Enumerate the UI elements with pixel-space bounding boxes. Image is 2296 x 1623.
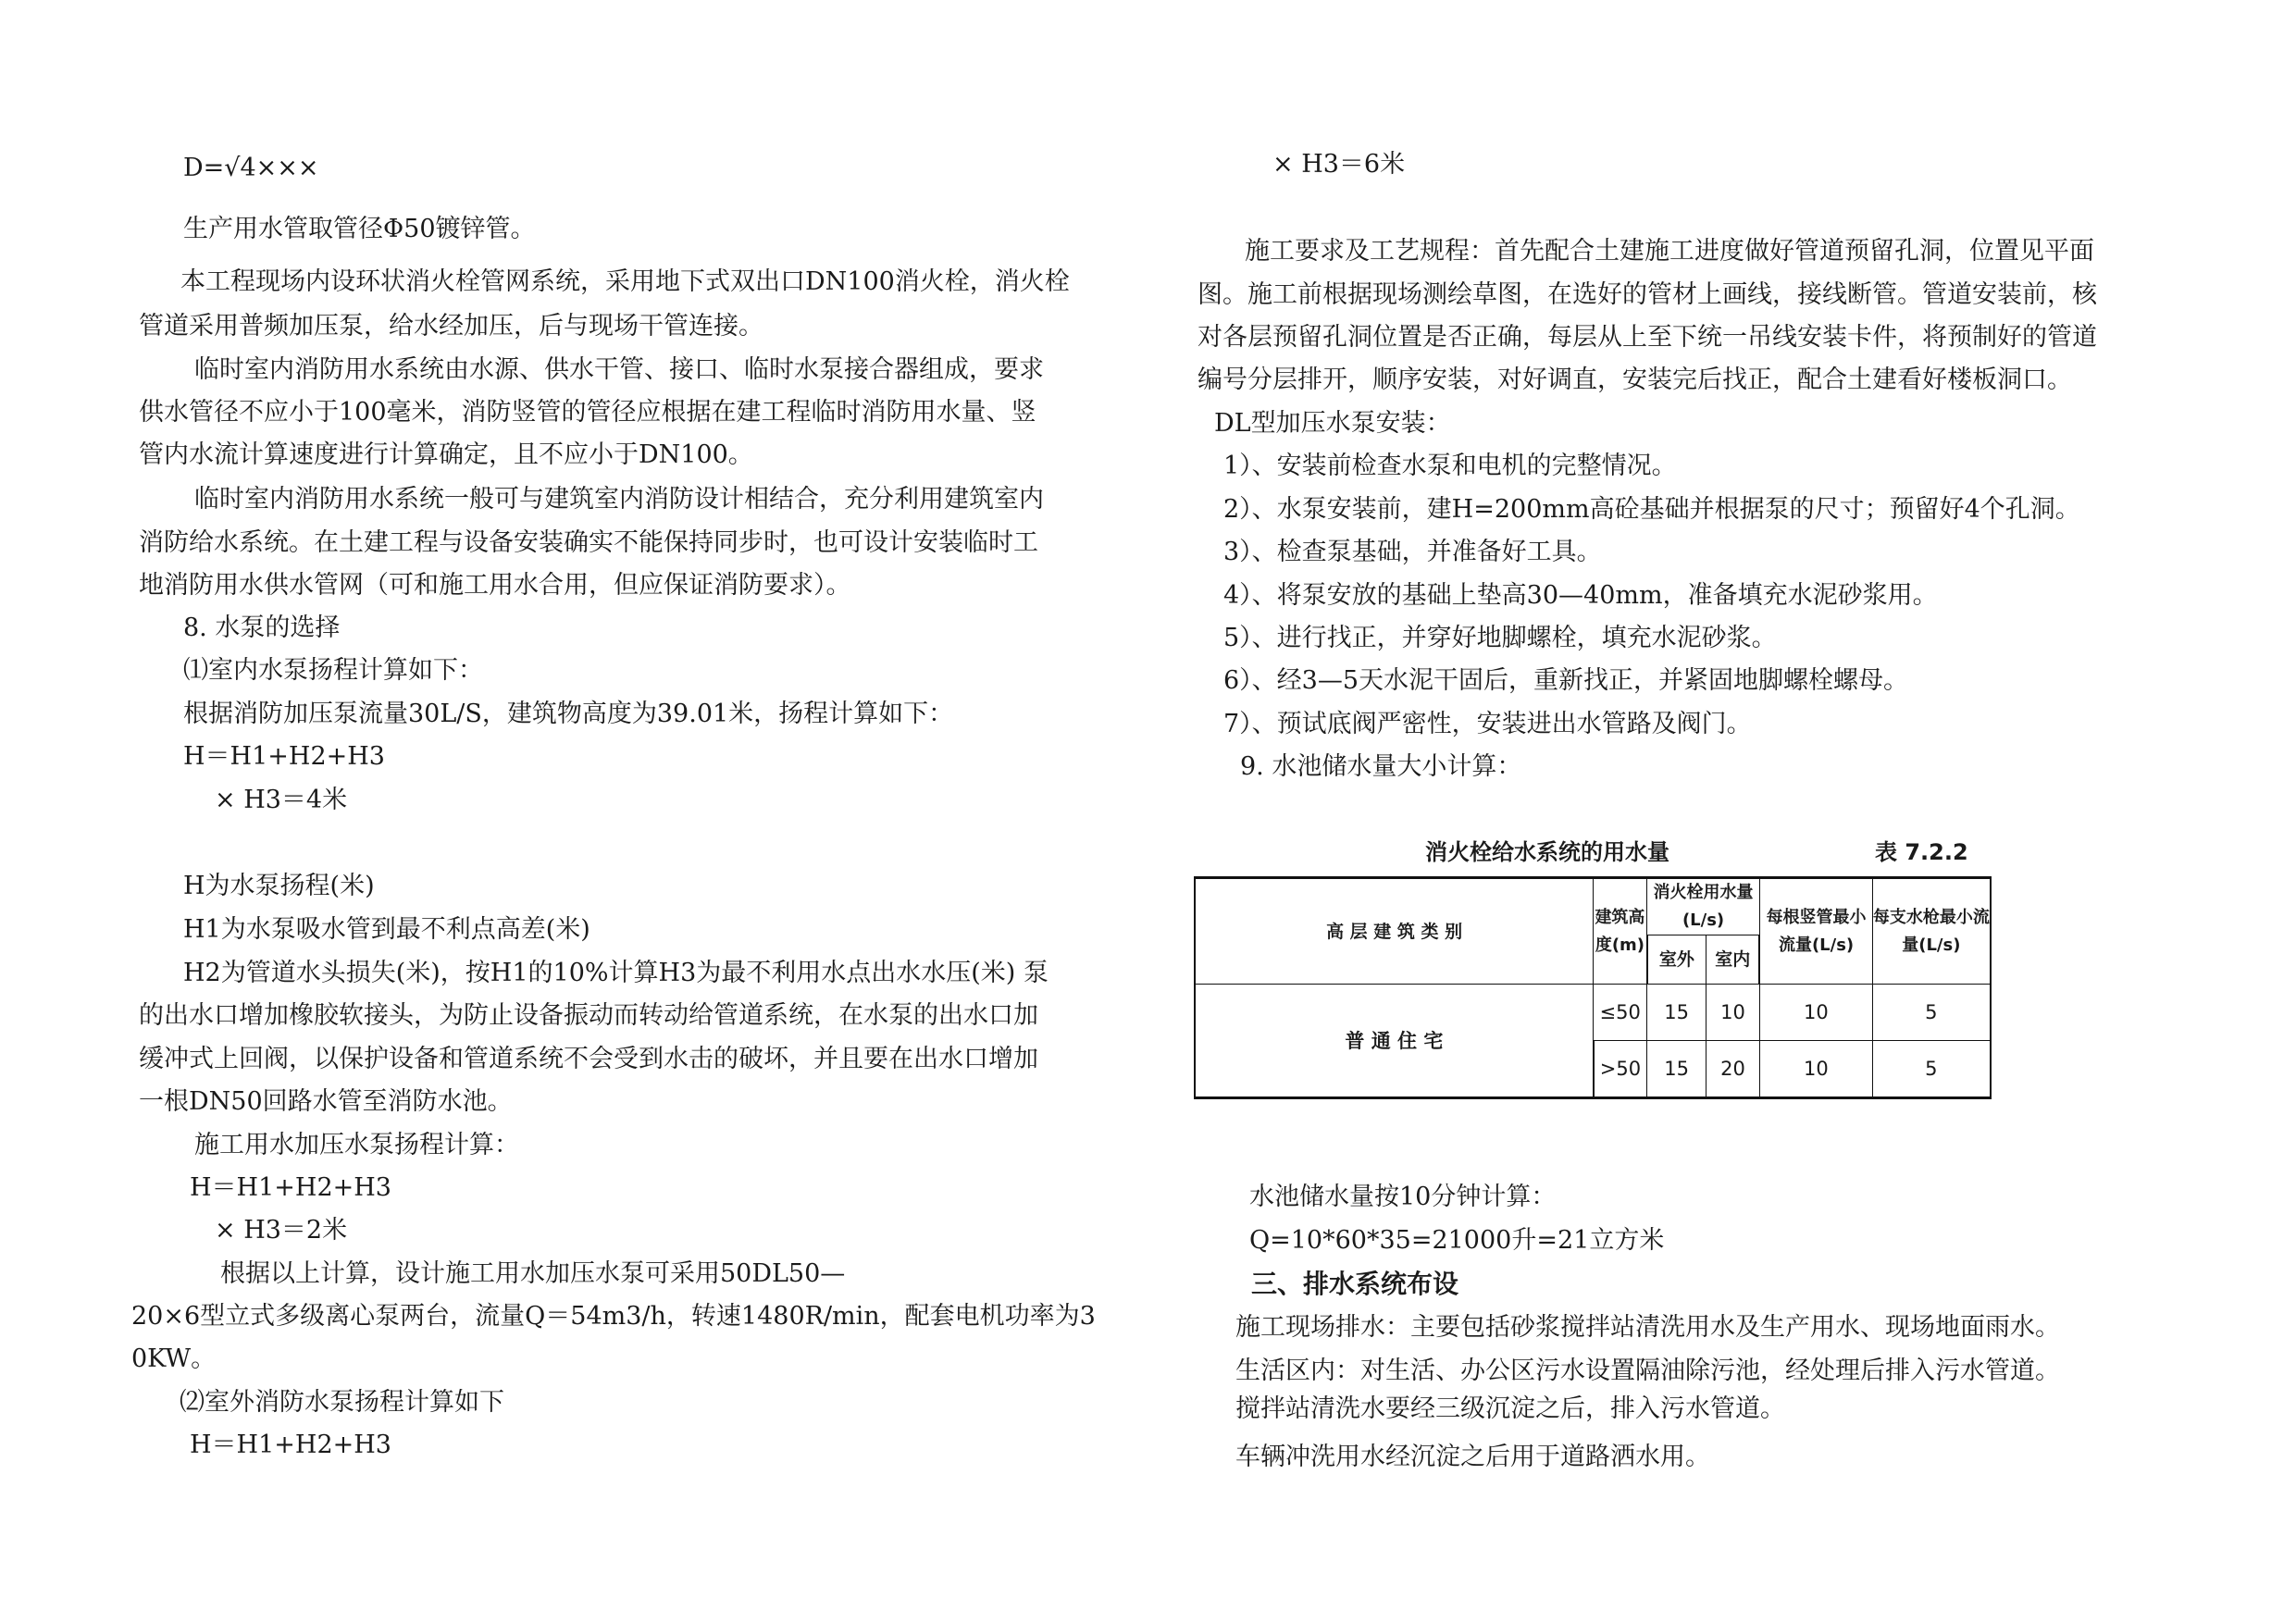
cell-indoor: 10 bbox=[1706, 985, 1760, 1041]
text-line: 图。施工前根据现场测绘草图，在选好的管材上画线，接线断管。管道安装前，核 bbox=[1198, 280, 2097, 309]
formula-h3: × H3＝2米 bbox=[215, 1216, 348, 1245]
list-item: 1）、安装前检查水泵和电机的完整情况。 bbox=[1223, 452, 1677, 480]
header-riser: 每根竖管最小流量(L/s) bbox=[1759, 878, 1872, 985]
header-indoor: 室内 bbox=[1706, 935, 1760, 985]
text-line: 施工要求及工艺规程：首先配合土建施工进度做好管道预留孔洞，位置见平面 bbox=[1245, 237, 2094, 266]
text-line: 管内水流计算速度进行计算确定，且不应小于DN100。 bbox=[139, 440, 753, 469]
text-line: ⑴室内水泵扬程计算如下： bbox=[183, 656, 483, 685]
table-number: 表 7.2.2 bbox=[1875, 839, 1968, 865]
list-item: 2）、水泵安装前，建H=200mm高砼基础并根据泵的尺寸；预留好4个孔洞。 bbox=[1223, 495, 2080, 524]
formula-h: H＝H1+H2+H3 bbox=[190, 1173, 391, 1202]
table-row bbox=[1195, 985, 1991, 1041]
text-line: 编号分层排开，顺序安装，对好调直，安装完后找正，配合土建看好楼板洞口。 bbox=[1198, 365, 2072, 394]
text-line: H为水泵扬程(米) bbox=[183, 872, 375, 900]
formula-h: H＝H1+H2+H3 bbox=[190, 1431, 391, 1459]
text-line: DL型加压水泵安装： bbox=[1214, 409, 1451, 438]
cell-indoor: 20 bbox=[1706, 1041, 1760, 1098]
text-line: 搅拌站清洗水要经三级沉淀之后，排入污水管道。 bbox=[1235, 1394, 1785, 1423]
list-item: 5）、进行找正，并穿好地脚螺栓，填充水泥砂浆。 bbox=[1223, 624, 1777, 652]
text-line: 供水管径不应小于100毫米，消防竖管的管径应根据在建工程临时消防用水量、竖 bbox=[139, 398, 1036, 427]
text-line: 管道采用普频加压泵，给水经加压，后与现场干管连接。 bbox=[139, 312, 763, 341]
cell-height: >50 bbox=[1594, 1041, 1647, 1098]
text-line: 生活区内：对生活、办公区污水设置隔油除污池，经处理后排入污水管道。 bbox=[1235, 1357, 2060, 1385]
section-heading: 8. 水泵的选择 bbox=[183, 613, 341, 642]
list-item: 7）、预试底阀严密性，安装进出水管路及阀门。 bbox=[1223, 710, 1752, 738]
cell-riser: 10 bbox=[1759, 985, 1872, 1041]
cell-outdoor: 15 bbox=[1647, 985, 1706, 1041]
list-item: 4）、将泵安放的基础上垫高30—40mm，准备填充水泥砂浆用。 bbox=[1223, 581, 1938, 610]
text-line: 水池储水量按10分钟计算： bbox=[1249, 1183, 1557, 1211]
cell-category: 普 通 住 宅 bbox=[1195, 985, 1594, 1098]
cell-height: ≤50 bbox=[1594, 985, 1647, 1041]
text-line: ⑵室外消防水泵扬程计算如下 bbox=[180, 1388, 504, 1417]
cell-nozzle: 5 bbox=[1872, 1041, 1991, 1098]
table-title: 消火栓给水系统的用水量 bbox=[1425, 839, 1669, 865]
header-outdoor: 室外 bbox=[1647, 935, 1706, 985]
section-heading: 9. 水池储水量大小计算： bbox=[1240, 752, 1522, 781]
text-line: 临时室内消防用水系统由水源、供水干管、接口、临时水泵接合器组成，要求 bbox=[194, 355, 1044, 384]
formula-h3: × H3＝4米 bbox=[215, 786, 348, 814]
text-line: 车辆冲洗用水经沉淀之后用于道路洒水用。 bbox=[1235, 1443, 1710, 1471]
text-line: 20×6型立式多级离心泵两台，流量Q＝54m3/h，转速1480R/min，配套电机功率为3 bbox=[131, 1302, 1096, 1331]
formula-q: Q=10*60*35=21000升=21立方米 bbox=[1249, 1226, 1665, 1255]
text-line: H2为管道水头损失(米)，按H1的10%计算H3为最不利用水点出水水压(米) 泵 bbox=[183, 959, 1049, 987]
formula-h: H＝H1+H2+H3 bbox=[183, 742, 385, 771]
text-line: 一根DN50回路水管至消防水池。 bbox=[139, 1087, 513, 1116]
data-table bbox=[1194, 876, 1992, 1099]
text-line: 的出水口增加橡胶软接头，为防止设备振动而转动给管道系统，在水泵的出水口加 bbox=[139, 1001, 1038, 1030]
section-title: 三、排水系统布设 bbox=[1251, 1269, 1459, 1299]
text-line: 本工程现场内设环状消火栓管网系统，采用地下式双出口DN100消火栓，消火栓 bbox=[180, 267, 1070, 296]
text-line: 对各层预留孔洞位置是否正确，每层从上至下统一吊线安装卡件，将预制好的管道 bbox=[1198, 323, 2097, 352]
text-line: 根据以上计算，设计施工用水加压水泵可采用50DL50— bbox=[220, 1259, 846, 1288]
text-line: 生产用水管取管径Φ50镀锌管。 bbox=[183, 215, 536, 243]
text-line: 根据消防加压泵流量30L/S，建筑物高度为39.01米，扬程计算如下： bbox=[183, 700, 954, 728]
cell-riser: 10 bbox=[1759, 1041, 1872, 1098]
list-item: 3）、检查泵基础，并准备好工具。 bbox=[1223, 538, 1602, 566]
cell-nozzle: 5 bbox=[1872, 985, 1991, 1041]
header-height: 建筑高度(m) bbox=[1594, 878, 1647, 985]
formula-h3: × H3＝6米 bbox=[1272, 150, 1406, 179]
text-line: 0KW。 bbox=[131, 1344, 217, 1373]
text-line: 地消防用水供水管网（可和施工用水合用，但应保证消防要求）。 bbox=[139, 571, 851, 600]
text-line: 施工现场排水：主要包括砂浆搅拌站清洗用水及生产用水、现场地面雨水。 bbox=[1235, 1313, 2060, 1342]
text-line: 临时室内消防用水系统一般可与建筑室内消防设计相结合，充分利用建筑室内 bbox=[194, 485, 1044, 514]
text-line: 施工用水加压水泵扬程计算： bbox=[194, 1131, 519, 1159]
formula-d: D=√4××× bbox=[183, 154, 319, 182]
header-category: 高 层 建 筑 类 别 bbox=[1195, 878, 1594, 985]
header-nozzle: 每支水枪最小流 量(L/s) bbox=[1872, 878, 1991, 985]
text-line: 消防给水系统。在土建工程与设备安装确实不能保持同步时，也可设计安装临时工 bbox=[139, 528, 1038, 557]
text-line: 缓冲式上回阀，以保护设备和管道系统不会受到水击的破坏，并且要在出水口增加 bbox=[139, 1045, 1038, 1073]
text-line: H1为水泵吸水管到最不利点高差(米) bbox=[183, 915, 590, 944]
list-item: 6）、经3—5天水泥干固后，重新找正，并紧固地脚螺栓螺母。 bbox=[1223, 666, 1909, 695]
cell-outdoor: 15 bbox=[1647, 1041, 1706, 1098]
header-hydrant: 消火栓用水量(L/s) bbox=[1647, 878, 1760, 935]
